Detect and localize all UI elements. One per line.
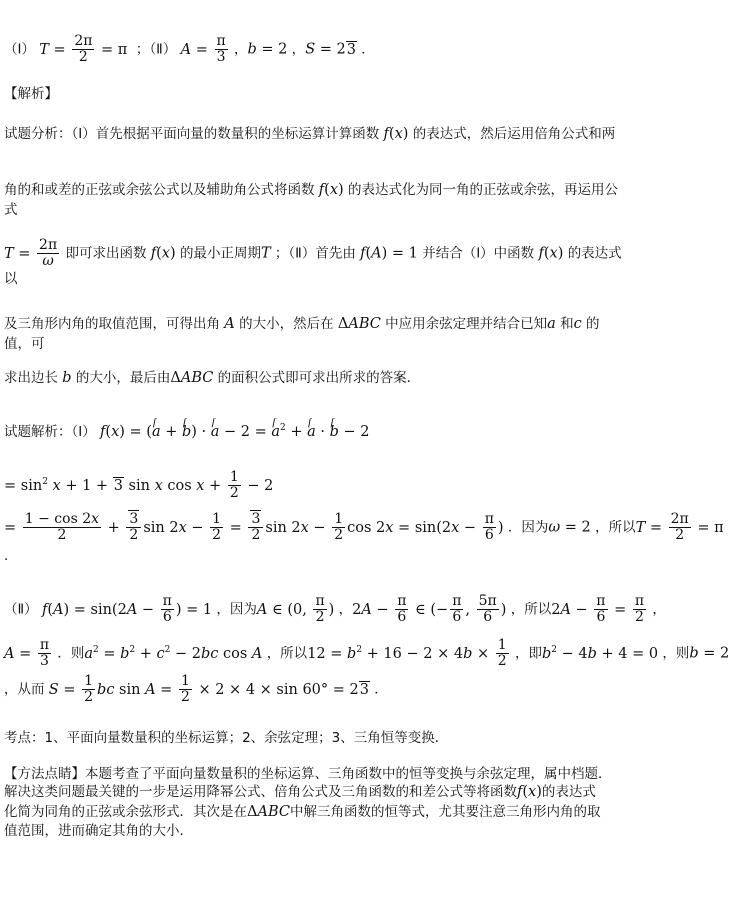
answer-line: （Ⅰ） T = $\frac{2\pi}{2}$ = π ；（Ⅱ） A = $\frac{\pi}{3}$ ，b = 2 ，S = 23 ． — [4, 33, 375, 65]
kaodian-line: 考点：1、平面向量数量积的坐标运算；2、余弦定理；3、三角恒等变换． — [4, 730, 449, 746]
method-line-3: 化简为同角的正弦或余弦形式．其次是在ΔABC中解三角函数的恒等式，尤其要注意三角形内角的取 — [4, 804, 601, 820]
method-line-1: 【方法点睛】本题考查了平面向量数量积的坐标运算、三角函数中的恒等变换与余弦定理，属中档题． — [4, 766, 612, 782]
method-line-4: 值范围，进而确定其角的大小． — [4, 823, 193, 839]
solution-part2-line-2: A = $\frac{\pi}{3}$ ．则$a^2 = b^2 + c^2 - 2bc$ cos A ，所以$12 = b^2 + 16 - 2 \times 4b$ × $\frac{1}{2}$ ，即$b^2 - 4b + 4 = 0$ ，则b = 2 — [4, 637, 729, 669]
solution-line-2: = $\sin^2 x + 1 + 3$ sin x cos x + $\frac{1}{2}$ − 2 — [4, 469, 274, 501]
analysis-paragraph-4: 及三角形内角的取值范围，可得出角 A 的大小，然后在 ΔABC 中应用余弦定理并结合已知a 和c 的值，可 — [4, 316, 600, 352]
method-line-2: 解决这类问题最关键的一步是运用降幂公式、倍角公式及三角函数的和差公式等将函数f(x)的表达式 — [4, 784, 596, 800]
analysis-paragraph-5: 求出边长 b 的大小，最后由ΔABC 的面积公式即可求出所求的答案． — [4, 370, 421, 386]
analysis-paragraph-3: T = $\frac{2\pi}{\omega}$ 即可求出函数 f(x) 的最小正周期T ；（Ⅱ）首先由 f(A) = 1 并结合（Ⅰ）中函数 f(x) 的表达式以 — [4, 237, 622, 287]
solution-part2-line-3: ，从而 S = $\frac{1}{2}$ bc sin A = $\frac{1}{2}$ × 2 × 4 × sin 60° = 23 ． — [4, 673, 388, 705]
solution-part2-line-1: （Ⅱ） f(A) = sin(2A − $\frac{\pi}{6}$ ) = 1 ，因为A ∈ (0, $\frac{\pi}{2}$ ) ，2A − $\frac{\pi}{6}$ ∈ (− $\frac{\pi}{6}$ , $\frac{5\pi}{6}$ ) ，所以2A − $\frac{\pi}{6}$ = $\frac{\pi}{2}$ ， — [4, 593, 666, 625]
solution-period: ． — [4, 548, 18, 564]
analysis-paragraph-1: 试题分析：（Ⅰ）首先根据平面向量的数量积的坐标运算计算函数 f(x) 的表达式，然后运用倍角公式和两 — [4, 126, 616, 142]
solution-line-3: = $\frac{1 - \cos 2x}{2}$ + $\frac{3}{2}$ sin 2x − $\frac{1}{2}$ = $\frac{3}{2}$ sin 2x − $\frac{1}{2}$ cos 2x = sin(2x − $\frac{\pi}{6}$ ) ．因为ω = 2 ，所以T = $\frac{2\pi}{2}$ = π — [4, 511, 724, 543]
solution-line-1: 试题解析：（Ⅰ） f(x) = (⌈ a + ⌈ b) · ⌈ a − 2 = ⌈ $a^2$ + ⌈ a · ⌈ b − 2 — [4, 418, 624, 442]
section-title: 【解析】 — [4, 86, 58, 102]
analysis-paragraph-2: 角的和或差的正弦或余弦公式以及辅助角公式将函数 f(x) 的表达式化为同一角的正弦或余弦，再运用公式 — [4, 182, 618, 218]
